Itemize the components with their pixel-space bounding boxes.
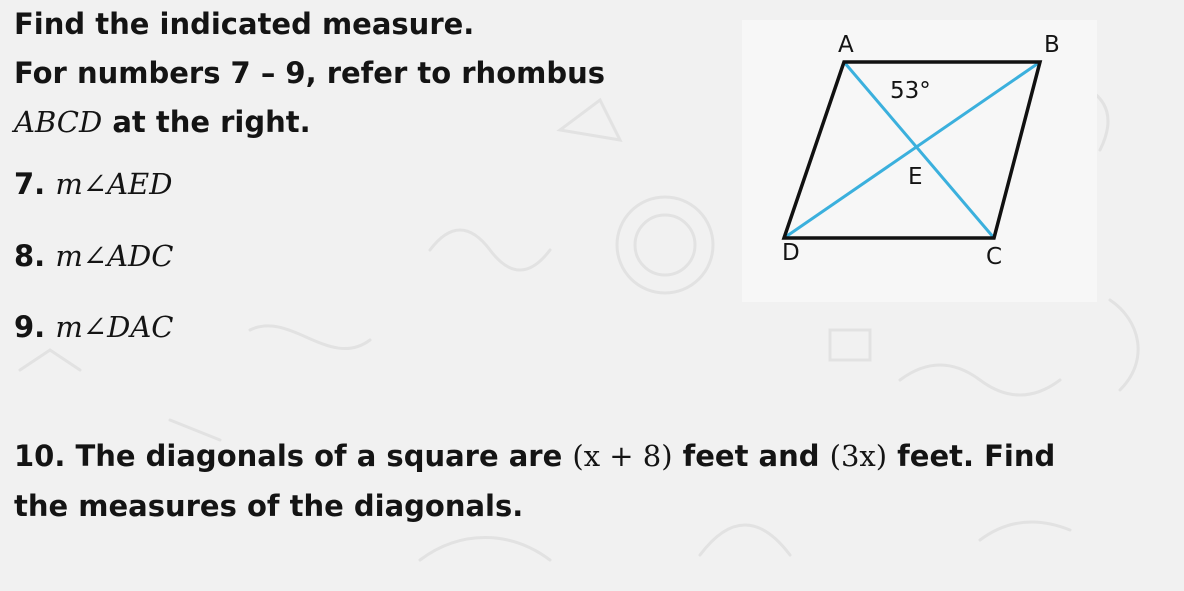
problem-expression: m∠AED [55, 167, 173, 201]
problem-number: 7. [14, 167, 46, 201]
intro-line-2 [14, 104, 311, 140]
angle-label: 53° [890, 78, 931, 104]
problem-number: 8. [14, 239, 46, 273]
problem-9 [14, 309, 174, 345]
problem-8 [14, 238, 174, 274]
page-title: Find the indicated measure. [14, 7, 475, 41]
intro-line-2-rest: at the right. [102, 105, 311, 139]
problem-number: 9. [14, 310, 46, 344]
problem-10-line-2: the measures of the diagonals. [14, 489, 524, 523]
rhombus-figure [742, 20, 1097, 302]
vertex-d-label: D [782, 240, 800, 266]
problem-10-text-a: The diagonals of a square are [65, 439, 573, 473]
problem-10-line-1 [14, 438, 1055, 474]
expression-2: (3x) [829, 439, 888, 473]
problem-number: 10. [14, 439, 66, 473]
problem-10-text-c: feet. Find [887, 439, 1056, 473]
vertex-b-label: B [1044, 32, 1060, 58]
problem-7 [14, 166, 172, 202]
problem-expression: m∠DAC [55, 310, 174, 344]
rhombus-diagram [742, 20, 1097, 302]
shape-name: ABCD [14, 105, 103, 139]
problem-expression: m∠ADC [55, 239, 174, 273]
vertex-e-label: E [908, 164, 923, 190]
expression-1: (x + 8) [572, 439, 673, 473]
vertex-a-label: A [838, 32, 854, 58]
intro-line-1: For numbers 7 – 9, refer to rhombus [14, 56, 606, 90]
problem-10-text-b: feet and [672, 439, 830, 473]
vertex-c-label: C [986, 244, 1003, 270]
